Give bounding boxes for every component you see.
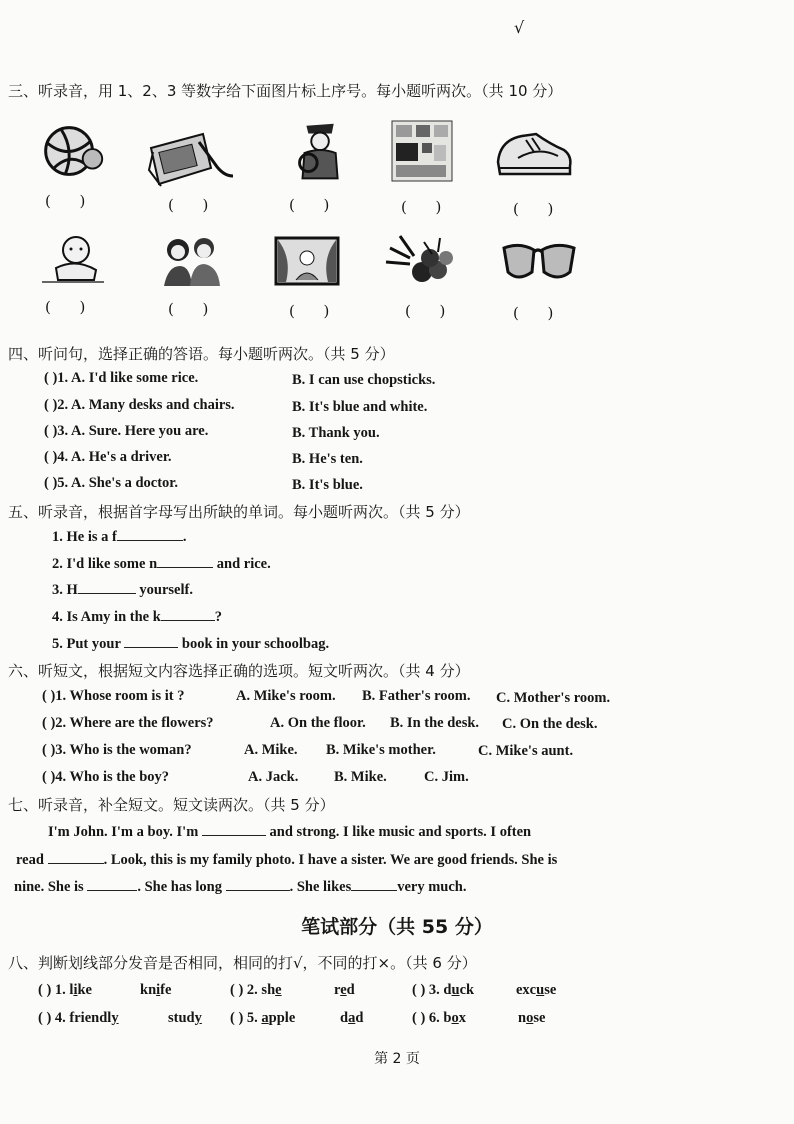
answer-paren[interactable]: ( ) — [401, 198, 442, 216]
passage-line-2: read . Look, this is my family photo. I have a sister. We are good friends. She is — [16, 852, 558, 868]
option-a: A. Mike. — [244, 742, 298, 758]
fill-blank-1: 1. He is a f . — [52, 529, 187, 545]
sneaker-icon — [492, 122, 574, 186]
answer-paren[interactable]: ( ) — [168, 196, 209, 214]
answer-paren[interactable]: ( ) — [45, 192, 86, 210]
option-a: A. On the floor. — [270, 715, 366, 731]
telephone-icon — [145, 120, 237, 198]
flowers-icon — [380, 228, 460, 290]
question-4-1: ( )1. A. I'd like some rice. — [44, 370, 199, 386]
option-b: B. Father's room. — [362, 688, 471, 704]
option-c: C. Jim. — [424, 769, 469, 785]
window-icon — [272, 234, 342, 288]
option-b: B. It's blue and white. — [292, 399, 428, 415]
phonics-item-2: ( ) 2. she — [230, 982, 282, 998]
couple-icon — [158, 232, 224, 288]
fill-blank-2: 2. I'd like some n and rice. — [52, 556, 271, 572]
phonics-word: dad — [340, 1010, 364, 1026]
option-c: C. Mike's aunt. — [478, 743, 574, 759]
page-number: 第 2 页 — [374, 1051, 420, 1067]
answer-paren[interactable]: ( ) — [405, 302, 446, 320]
option-b: B. In the desk. — [390, 715, 480, 731]
kitchen-icon — [388, 114, 460, 192]
blank[interactable] — [124, 635, 178, 648]
section-8-heading: 八、判断划线部分发音是否相同，相同的打√，不同的打×。（共 6 分） — [8, 954, 477, 972]
question-6-4: ( )4. Who is the boy? — [42, 769, 170, 785]
question-4-5: ( )5. A. She's a doctor. — [44, 475, 179, 491]
passage-line-1: I'm John. I'm a boy. I'm and strong. I like music and sports. I often — [48, 824, 532, 840]
section-3-heading: 三、听录音，用 1、2、3 等数字给下面图片标上序号。每小题听两次。（共 10 分） — [8, 82, 563, 100]
blank[interactable] — [87, 878, 137, 891]
phonics-item-4: ( ) 4. friendly — [38, 1010, 119, 1026]
blank[interactable] — [202, 823, 266, 836]
answer-paren[interactable]: ( ) — [513, 200, 554, 218]
driver-icon — [283, 114, 361, 192]
option-b: B. It's blue. — [292, 477, 363, 493]
fill-blank-5: 5. Put your book in your schoolbag. — [52, 636, 330, 652]
blank[interactable] — [157, 555, 213, 568]
phonics-word: nose — [518, 1010, 546, 1026]
blank[interactable] — [117, 528, 183, 541]
option-b: B. I can use chopsticks. — [292, 372, 436, 388]
option-a: A. Mike's room. — [236, 688, 336, 704]
option-b: B. Thank you. — [292, 425, 380, 441]
option-b: B. Mike's mother. — [326, 742, 436, 758]
question-6-3: ( )3. Who is the woman? — [42, 742, 192, 758]
phonics-word: knife — [140, 982, 172, 998]
phonics-word: excuse — [516, 982, 557, 998]
glasses-icon — [500, 238, 578, 286]
phonics-item-1: ( ) 1. like — [38, 982, 92, 998]
answer-paren[interactable]: ( ) — [513, 304, 554, 322]
answer-paren[interactable]: ( ) — [45, 298, 86, 316]
question-6-1: ( )1. Whose room is it ? — [42, 688, 185, 704]
blank[interactable] — [48, 851, 104, 864]
blank[interactable] — [226, 878, 290, 891]
option-c: C. Mother's room. — [496, 690, 611, 706]
section-6-heading: 六、听短文，根据短文内容选择正确的选项。短文听两次。（共 4 分） — [8, 662, 470, 680]
question-4-3: ( )3. A. Sure. Here you are. — [44, 423, 209, 439]
blank[interactable] — [161, 608, 215, 621]
answer-paren[interactable]: ( ) — [289, 196, 330, 214]
section-4-heading: 四、听问句，选择正确的答语。每小题听两次。（共 5 分） — [8, 345, 395, 363]
blank[interactable] — [78, 581, 136, 594]
option-a: A. Jack. — [248, 769, 299, 785]
phonics-item-3: ( ) 3. duck — [412, 982, 475, 998]
question-4-4: ( )4. A. He's a driver. — [44, 449, 172, 465]
question-6-2: ( )2. Where are the flowers? — [42, 715, 214, 731]
option-c: C. On the desk. — [502, 716, 598, 732]
baby-icon — [38, 228, 108, 290]
option-b: B. Mike. — [334, 769, 387, 785]
blank[interactable] — [351, 878, 397, 891]
ball-icon — [32, 112, 110, 190]
phonics-word: study — [168, 1010, 202, 1026]
check-mark: √ — [514, 18, 525, 37]
phonics-word: red — [334, 982, 355, 998]
fill-blank-3: 3. H yourself. — [52, 582, 193, 598]
section-5-heading: 五、听录音，根据首字母写出所缺的单词。每小题听两次。（共 5 分） — [8, 503, 470, 521]
phonics-item-6: ( ) 6. box — [412, 1010, 466, 1026]
option-b: B. He's ten. — [292, 451, 363, 467]
passage-line-3: nine. She is . She has long . She likes very much. — [14, 879, 467, 895]
question-4-2: ( )2. A. Many desks and chairs. — [44, 397, 235, 413]
answer-paren[interactable]: ( ) — [168, 300, 209, 318]
written-part-title: 笔试部分（共 55 分） — [301, 916, 493, 938]
phonics-item-5: ( ) 5. apple — [230, 1010, 296, 1026]
answer-paren[interactable]: ( ) — [289, 302, 330, 320]
section-7-heading: 七、听录音，补全短文。短文读两次。（共 5 分） — [8, 796, 335, 814]
fill-blank-4: 4. Is Amy in the k ? — [52, 609, 223, 625]
